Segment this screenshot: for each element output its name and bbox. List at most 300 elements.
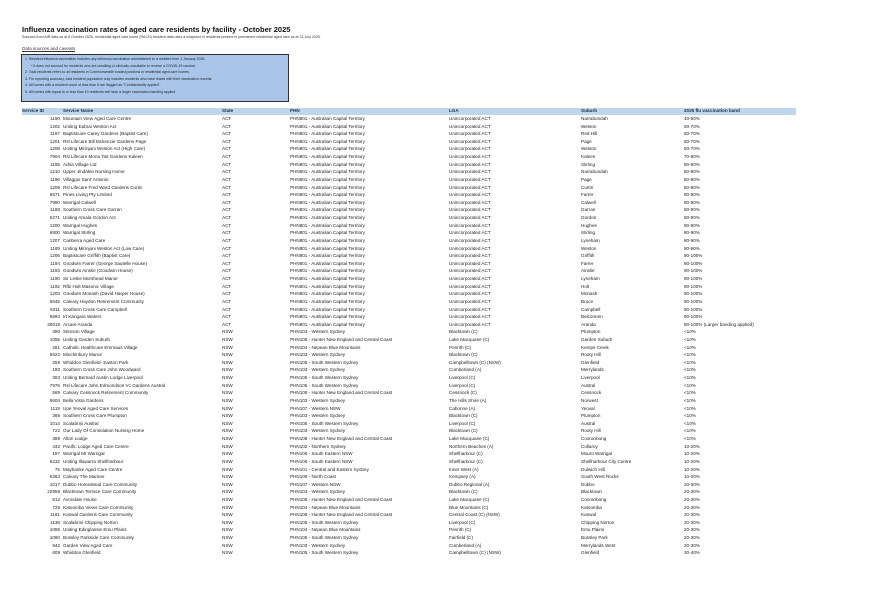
- cell-lga: Lake Macquarie (C): [449, 336, 490, 342]
- cell-state: NSW: [222, 382, 233, 388]
- caveat-item: 5. All homes with equal to or less than 10 residents will have a larger vaccination banding applied.: [25, 89, 177, 94]
- cell-suburb: Yeoval: [581, 405, 595, 411]
- cell-lga: Unincorporated ACT: [449, 306, 491, 312]
- cell-state: NSW: [222, 504, 233, 510]
- cell-state: NSW: [222, 428, 233, 434]
- table-row: [22, 337, 796, 345]
- cell-service-id: 30619: [47, 321, 60, 327]
- cell-suburb: Gordon: [581, 215, 597, 221]
- cell-suburb: Blacktown: [581, 489, 602, 495]
- cell-phn: PHN801 - Australian Capital Territory: [290, 176, 365, 182]
- cell-vaccination-band: <10%: [684, 428, 696, 434]
- cell-phn: PHN107 - Western NSW: [290, 481, 341, 487]
- cell-state: NSW: [222, 550, 233, 556]
- column-header-vaccination-band[interactable]: 2025 flu vaccination band: [684, 108, 740, 113]
- cell-vaccination-band: 80-90%: [684, 161, 700, 167]
- cell-vaccination-band: <10%: [684, 367, 696, 373]
- table-header: [22, 108, 796, 115]
- cell-phn: PHN105 - South Western Sydney: [290, 359, 359, 365]
- cell-suburb: Bossley Park: [581, 535, 608, 541]
- cell-vaccination-band: 90-100%: [684, 306, 703, 312]
- cell-vaccination-band: 90-100%: [684, 314, 703, 320]
- cell-state: ACT: [222, 291, 232, 297]
- cell-service-name: Rsl Lifecare Mona Tait Gardens Kaleen: [63, 154, 143, 160]
- cell-lga: Unincorporated ACT: [449, 169, 491, 175]
- cell-service-name: Southern Cross Care Campbell: [63, 306, 127, 312]
- cell-phn: PHN106 - South Eastern NSW: [290, 458, 353, 464]
- cell-service-name: Rsl Lifecare Bill Mckenzie Gardens Page: [63, 138, 147, 144]
- caveat-item: 4. All homes with a resident count of less than 5 are flagged as "Confidentiality applied".: [25, 83, 161, 87]
- cell-service-name: Maybanke Aged Care Centre: [63, 466, 123, 472]
- cell-state: NSW: [222, 519, 233, 525]
- table-row: [22, 390, 796, 398]
- cell-state: NSW: [222, 367, 233, 373]
- table-row: [22, 230, 796, 238]
- cell-service-id: 389: [52, 436, 60, 442]
- cell-lga: Blacktown (C): [449, 329, 478, 335]
- column-header-suburb[interactable]: Suburb: [581, 108, 598, 113]
- cell-phn: PHN108 - Hunter New England and Central Coast: [290, 436, 393, 442]
- cell-service-name: Baptistcare Carey Gardens (Baptist Care): [63, 131, 149, 137]
- cell-service-name: Arcare Aranda: [63, 321, 93, 327]
- cell-lga: Unincorporated ACT: [449, 245, 491, 251]
- column-header-lga[interactable]: LGA: [449, 108, 459, 113]
- cell-vaccination-band: <10%: [684, 397, 696, 403]
- cell-state: NSW: [222, 474, 233, 480]
- cell-vaccination-band: <10%: [684, 329, 696, 335]
- cell-lga: Campbelltown (C) (NSW): [449, 359, 501, 365]
- cell-vaccination-band: 10-20%: [684, 474, 700, 480]
- cell-phn: PHN801 - Australian Capital Territory: [290, 268, 365, 274]
- cell-service-id: 22959: [47, 489, 60, 495]
- cell-phn: PHN105 - South Western Sydney: [290, 519, 359, 525]
- cell-phn: PHN109 - North Coast: [290, 474, 336, 480]
- cell-phn: PHN801 - Australian Capital Territory: [290, 138, 365, 144]
- cell-vaccination-band: 90-100%: [684, 291, 703, 297]
- cell-phn: PHN103 - Western Sydney: [290, 352, 346, 358]
- cell-suburb: Chipping Norton: [581, 519, 615, 525]
- cell-state: ACT: [222, 314, 232, 320]
- cell-vaccination-band: 80-100% (Larger banding applied): [684, 321, 754, 327]
- cell-service-id: 1207: [49, 237, 60, 243]
- cell-state: ACT: [222, 321, 232, 327]
- cell-state: NSW: [222, 527, 233, 533]
- cell-lga: Cessnock (C): [449, 390, 477, 396]
- cell-lga: Unincorporated ACT: [449, 291, 491, 297]
- table-row: [22, 550, 796, 558]
- cell-vaccination-band: 90-100%: [684, 298, 703, 304]
- cell-suburb: Lyneham: [581, 237, 600, 243]
- cell-service-name: Villaggio Sant' Antonio: [63, 176, 109, 182]
- cell-phn: PHN801 - Australian Capital Territory: [290, 253, 365, 259]
- cell-state: ACT: [222, 222, 232, 228]
- cell-vaccination-band: 90-100%: [684, 253, 703, 259]
- cell-state: ACT: [222, 169, 232, 175]
- cell-lga: Unincorporated ACT: [449, 184, 491, 190]
- cell-service-id: 363: [52, 375, 60, 381]
- cell-phn: PHN801 - Australian Capital Territory: [290, 207, 365, 213]
- cell-phn: PHN106 - South Eastern NSW: [290, 451, 353, 457]
- cell-service-id: 7990: [49, 199, 60, 205]
- table-row: [22, 207, 796, 215]
- cell-service-id: 259: [52, 359, 60, 365]
- cell-vaccination-band: <10%: [684, 405, 696, 411]
- cell-vaccination-band: 10-20%: [684, 443, 700, 449]
- table-row: [22, 307, 796, 315]
- cell-state: ACT: [222, 199, 232, 205]
- table-row: [22, 345, 796, 353]
- table-row: [22, 124, 796, 132]
- cell-service-id: 1193: [50, 268, 60, 274]
- cell-vaccination-band: 90-100%: [684, 283, 703, 289]
- cell-service-name: Uniting Eabrai Weston Act: [63, 123, 117, 129]
- cell-state: ACT: [222, 268, 232, 274]
- cell-suburb: Plumpton: [581, 413, 601, 419]
- cell-service-name: Minchinbury Manor: [63, 352, 103, 358]
- cell-lga: Unincorporated ACT: [449, 253, 491, 259]
- table-row: [22, 535, 796, 543]
- cell-phn: PHN103 - Western Sydney: [290, 397, 346, 403]
- cell-service-id: 368: [52, 413, 60, 419]
- caveats-heading: Data sources and caveats: [22, 46, 76, 51]
- cell-vaccination-band: 80-90%: [684, 215, 700, 221]
- cell-vaccination-band: 20-30%: [684, 481, 700, 487]
- cell-service-name: Scalabrini Chipping Norton: [63, 519, 118, 525]
- cell-service-id: 1192: [50, 283, 60, 289]
- cell-suburb: Stirling: [581, 161, 596, 167]
- cell-lga: Cumberland (A): [449, 367, 482, 373]
- cell-service-id: 1138: [50, 519, 60, 525]
- cell-phn: PHN801 - Australian Capital Territory: [290, 146, 365, 152]
- cell-lga: Blacktown (C): [449, 489, 478, 495]
- cell-phn: PHN103 - Western Sydney: [290, 367, 346, 373]
- cell-vaccination-band: 80-90%: [684, 230, 700, 236]
- cell-service-name: Pines Living Pty Limited: [63, 192, 112, 198]
- cell-lga: Unincorporated ACT: [449, 237, 491, 243]
- caveat-item: 3. For reporting accuracy, total resident population only includes residents who have linked with their vaccination records.: [25, 76, 213, 81]
- table-row: [22, 162, 796, 170]
- cell-service-name: Uniting Amala Gordon Act: [63, 215, 116, 221]
- table-row: [22, 436, 796, 444]
- cell-phn: PHN801 - Australian Capital Territory: [290, 161, 365, 167]
- table-row: [22, 497, 796, 505]
- cell-state: ACT: [222, 138, 232, 144]
- cell-suburb: Katoomba: [581, 504, 602, 510]
- cell-vaccination-band: 30-40%: [684, 550, 700, 556]
- cell-lga: Unincorporated ACT: [449, 283, 491, 289]
- cell-service-name: Mountain View Aged Care Centre: [63, 116, 132, 121]
- cell-vaccination-band: 80-90%: [684, 245, 700, 251]
- table-row: [22, 375, 796, 383]
- cell-vaccination-band: 70-80%: [684, 154, 700, 160]
- cell-phn: PHN801 - Australian Capital Territory: [290, 184, 365, 190]
- cell-state: ACT: [222, 283, 232, 289]
- cell-service-name: Adria Village Ltd: [63, 161, 97, 167]
- cell-service-name: Goodwin Farrer (George Sautelle House): [63, 260, 148, 266]
- table-row: [22, 543, 796, 551]
- cell-state: ACT: [222, 131, 232, 137]
- column-header-service-name[interactable]: Service Name: [63, 108, 94, 113]
- cell-lga: Blacktown (C): [449, 352, 478, 358]
- cell-lga: Northern Beaches (A): [449, 443, 494, 449]
- table-row: [22, 253, 796, 261]
- cell-phn: PHN108 - Hunter New England and Central Coast: [290, 512, 393, 518]
- cell-lga: Dubbo Regional (A): [449, 481, 490, 487]
- cell-vaccination-band: 80-90%: [684, 184, 700, 190]
- cell-lga: Unincorporated ACT: [449, 199, 491, 205]
- table-row: [22, 360, 796, 368]
- source-note: Sourced from AIR data as at 8 October 2025, residential aged care home (RACH) resident data uses a snapshot of residents present in permanent residential aged care as at 31 July 2025.: [22, 35, 321, 39]
- cell-phn: PHN801 - Australian Capital Territory: [290, 245, 365, 251]
- cell-suburb: Belconnen: [581, 314, 603, 320]
- cell-suburb: Dulwich Hill: [581, 466, 605, 472]
- cell-service-id: 7904: [49, 154, 60, 160]
- cell-suburb: Red Hill: [581, 131, 598, 137]
- cell-suburb: Narrabundah: [581, 116, 608, 121]
- cell-suburb: Liverpool: [581, 375, 600, 381]
- cell-suburb: Weston: [581, 245, 597, 251]
- cell-vaccination-band: 20-30%: [684, 519, 700, 525]
- table-row: [22, 421, 796, 429]
- cell-service-name: Katoomba Views Care Community: [63, 504, 134, 510]
- caveat-item: 1. Resident influenza vaccination includes any influenza vaccination administered to a resident from 1 January 2025.: [25, 57, 206, 61]
- cell-suburb: Plumpton: [581, 329, 601, 335]
- cell-suburb: Weston: [581, 146, 597, 152]
- cell-state: NSW: [222, 329, 233, 335]
- table-row: [22, 185, 796, 193]
- cell-suburb: Garden Suburb: [581, 336, 613, 342]
- cell-phn: PHN801 - Australian Capital Territory: [290, 306, 365, 312]
- cell-service-name: Southern Cross Care John Woodward: [63, 367, 141, 373]
- cell-service-name: Warrigal Stirling: [63, 230, 96, 236]
- cell-suburb: Kemps Creek: [581, 344, 609, 350]
- cell-service-name: Sir Leslie Morshead Manor: [63, 276, 118, 282]
- table-row: [22, 505, 796, 513]
- cell-lga: Liverpool (C): [449, 375, 476, 381]
- cell-lga: Liverpool (C): [449, 420, 476, 426]
- cell-phn: PHN102 - Northern Sydney: [290, 443, 346, 449]
- cell-state: ACT: [222, 245, 232, 251]
- cell-suburb: Griffith: [581, 253, 595, 259]
- cell-lga: Unincorporated ACT: [449, 230, 491, 236]
- cell-lga: Unincorporated ACT: [449, 123, 491, 129]
- cell-phn: PHN108 - Hunter New England and Central Coast: [290, 390, 393, 396]
- table-row: [22, 322, 796, 330]
- cell-service-id: 1210: [49, 169, 60, 175]
- cell-suburb: Page: [581, 176, 592, 182]
- cell-suburb: Rooty Hill: [581, 428, 601, 434]
- cell-vaccination-band: <10%: [684, 420, 696, 426]
- cell-phn: PHN801 - Australian Capital Territory: [290, 192, 365, 198]
- cell-suburb: Glenfield: [581, 550, 600, 556]
- cell-state: NSW: [222, 336, 233, 342]
- cell-service-id: 7976: [49, 382, 60, 388]
- table-row: [22, 246, 796, 254]
- cell-vaccination-band: <10%: [684, 344, 696, 350]
- cell-lga: Blacktown (C): [449, 413, 478, 419]
- cell-service-id: 1060: [49, 535, 60, 541]
- table-row: [22, 177, 796, 185]
- cell-service-id: 1203: [49, 291, 60, 297]
- cell-suburb: Cessnock: [581, 390, 602, 396]
- cell-vaccination-band: <10%: [684, 382, 696, 388]
- cell-state: NSW: [222, 451, 233, 457]
- cell-service-name: Warrigal Hughes: [63, 222, 98, 228]
- cell-service-name: Goodwin Monash (David Harper House): [63, 291, 145, 297]
- cell-service-id: 1196: [50, 176, 60, 182]
- table-row: [22, 268, 796, 276]
- cell-lga: Fairfield (C): [449, 535, 473, 541]
- cell-suburb: Merrylands West: [581, 542, 616, 548]
- cell-suburb: Kaleen: [581, 154, 596, 160]
- cell-service-id: 609: [52, 550, 60, 556]
- cell-service-name: Rsl Lifecare Fred Ward Gardens Curtin: [63, 184, 143, 190]
- cell-suburb: Hughes: [581, 222, 597, 228]
- cell-lga: Penrith (C): [449, 344, 472, 350]
- cell-suburb: Kanwal: [581, 512, 597, 518]
- column-header-phn[interactable]: PHN: [290, 108, 300, 113]
- cell-phn: PHN104 - Nepean Blue Mountains: [290, 344, 361, 350]
- cell-state: NSW: [222, 375, 233, 381]
- cell-service-id: 1014: [49, 420, 60, 426]
- cell-suburb: Merrylands: [581, 367, 604, 373]
- cell-service-name: Canberra Aged Care: [63, 237, 106, 243]
- cell-lga: Unincorporated ACT: [449, 176, 491, 182]
- table-row: [22, 329, 796, 337]
- cell-state: ACT: [222, 230, 232, 236]
- cell-vaccination-band: 20-30%: [684, 512, 700, 518]
- cell-phn: PHN801 - Australian Capital Territory: [290, 298, 365, 304]
- cell-lga: The Hills Shire (A): [449, 397, 487, 403]
- cell-vaccination-band: 60-70%: [684, 146, 700, 152]
- cell-service-name: Uniting Garden Suburb: [63, 336, 110, 342]
- caveat-item: * It does not account for residents who are unwilling or clinically unsuitable to receive a COVID-19 vaccine.: [31, 63, 196, 68]
- cell-vaccination-band: 60-70%: [684, 123, 700, 129]
- column-header-service-id[interactable]: Service ID: [22, 108, 45, 113]
- cell-service-id: 1197: [50, 131, 60, 137]
- caveat-item: 2. Total residents refers to all residents in Commonwealth funded positions in residential aged care homes.: [25, 70, 190, 74]
- cell-lga: Kempsey (A): [449, 474, 476, 480]
- cell-service-name: Blacktown Terrace Care Community: [63, 489, 137, 495]
- cell-state: ACT: [222, 161, 232, 167]
- cell-state: ACT: [222, 192, 232, 198]
- table-row: [22, 413, 796, 421]
- table-row: [22, 398, 796, 406]
- cell-state: ACT: [222, 306, 232, 312]
- cell-suburb: Cooranbong: [581, 497, 607, 502]
- cell-state: ACT: [222, 116, 232, 121]
- cell-service-name: Uniting Bernard Austin Lodge Liverpool: [63, 375, 143, 381]
- cell-service-name: Southern Cross Care Garran: [63, 207, 122, 213]
- cell-lga: Cumberland (A): [449, 542, 482, 548]
- cell-phn: PHN801 - Australian Capital Territory: [290, 215, 365, 221]
- cell-service-name: Warrigal Mt Warrigal: [63, 451, 105, 457]
- cell-vaccination-band: 60-70%: [684, 131, 700, 137]
- column-header-state[interactable]: State: [222, 108, 234, 113]
- cell-service-name: Pacific Lodge Aged Care Centre: [63, 443, 129, 449]
- cell-suburb: Austral: [581, 382, 596, 388]
- cell-service-name: Whiddon Glenfield: [63, 550, 101, 556]
- cell-service-id: 1188: [50, 207, 60, 213]
- table-row: [22, 192, 796, 200]
- cell-lga: Unincorporated ACT: [449, 321, 491, 327]
- cell-vaccination-band: 80-90%: [684, 222, 700, 228]
- cell-vaccination-band: 80-90%: [684, 237, 700, 243]
- cell-suburb: Norwest: [581, 397, 598, 403]
- cell-phn: PHN104 - Nepean Blue Mountains: [290, 527, 361, 533]
- table-row: [22, 406, 796, 414]
- cell-phn: PHN801 - Australian Capital Territory: [290, 276, 365, 282]
- cell-state: NSW: [222, 352, 233, 358]
- cell-service-name: Calvary Cessnock Retirement Community: [63, 390, 149, 396]
- cell-state: ACT: [222, 207, 232, 213]
- cell-vaccination-band: 10-20%: [684, 451, 700, 457]
- cell-service-id: 569: [52, 390, 60, 396]
- table-row: [22, 215, 796, 223]
- table-row: [22, 139, 796, 147]
- cell-suburb: Monash: [581, 291, 598, 297]
- cell-lga: Liverpool (C): [449, 519, 476, 525]
- cell-service-id: 6604: [49, 397, 60, 403]
- cell-vaccination-band: <10%: [684, 352, 696, 358]
- cell-state: ACT: [222, 123, 232, 129]
- cell-service-name: Catholic Healthcare Emmaus Village: [63, 344, 138, 350]
- cell-phn: PHN801 - Australian Capital Territory: [290, 116, 365, 121]
- cell-state: NSW: [222, 466, 233, 472]
- cell-service-id: 390: [52, 329, 60, 335]
- cell-lga: Unincorporated ACT: [449, 116, 491, 121]
- cell-vaccination-band: 20-30%: [684, 489, 700, 495]
- cell-lga: Liverpool (C): [449, 382, 476, 388]
- cell-phn: PHN801 - Australian Capital Territory: [290, 169, 365, 175]
- cell-service-name: Uniting Mirinjani Weston Act (High Care): [63, 146, 146, 152]
- cell-suburb: Calwell: [581, 199, 596, 205]
- cell-lga: Unincorporated ACT: [449, 268, 491, 274]
- cell-service-name: Garden View Aged Care: [63, 542, 113, 548]
- table-row: [22, 261, 796, 269]
- cell-phn: PHN801 - Australian Capital Territory: [290, 283, 365, 289]
- cell-service-id: 5893: [49, 314, 60, 320]
- cell-state: ACT: [222, 237, 232, 243]
- cell-lga: Campbelltown (C) (NSW): [449, 550, 501, 556]
- cell-state: NSW: [222, 443, 233, 449]
- cell-state: ACT: [222, 176, 232, 182]
- cell-phn: PHN801 - Australian Capital Territory: [290, 260, 365, 266]
- cell-service-id: 1201: [49, 138, 60, 144]
- cell-service-id: 1206: [49, 253, 60, 259]
- table-row: [22, 200, 796, 208]
- cell-vaccination-band: <10%: [684, 413, 696, 419]
- cell-vaccination-band: 80-90%: [684, 169, 700, 175]
- table-row: [22, 131, 796, 139]
- cell-service-id: 6800: [49, 230, 60, 236]
- cell-phn: PHN801 - Australian Capital Territory: [290, 222, 365, 228]
- cell-lga: Shellharbour (C): [449, 451, 483, 457]
- cell-service-id: 6363: [49, 474, 60, 480]
- cell-phn: PHN801 - Australian Capital Territory: [290, 314, 365, 320]
- cell-phn: PHN801 - Australian Capital Territory: [290, 230, 365, 236]
- cell-vaccination-band: <10%: [684, 336, 696, 342]
- cell-vaccination-band: <10%: [684, 359, 696, 365]
- cell-service-name: Dubbo Homestead Care Community: [63, 481, 138, 487]
- cell-vaccination-band: 20-30%: [684, 504, 700, 510]
- cell-suburb: Page: [581, 138, 592, 144]
- table-row: [22, 284, 796, 292]
- cell-state: NSW: [222, 413, 233, 419]
- cell-suburb: Narrabundah: [581, 169, 608, 175]
- table-row: [22, 154, 796, 162]
- cell-suburb: Bruce: [581, 298, 594, 304]
